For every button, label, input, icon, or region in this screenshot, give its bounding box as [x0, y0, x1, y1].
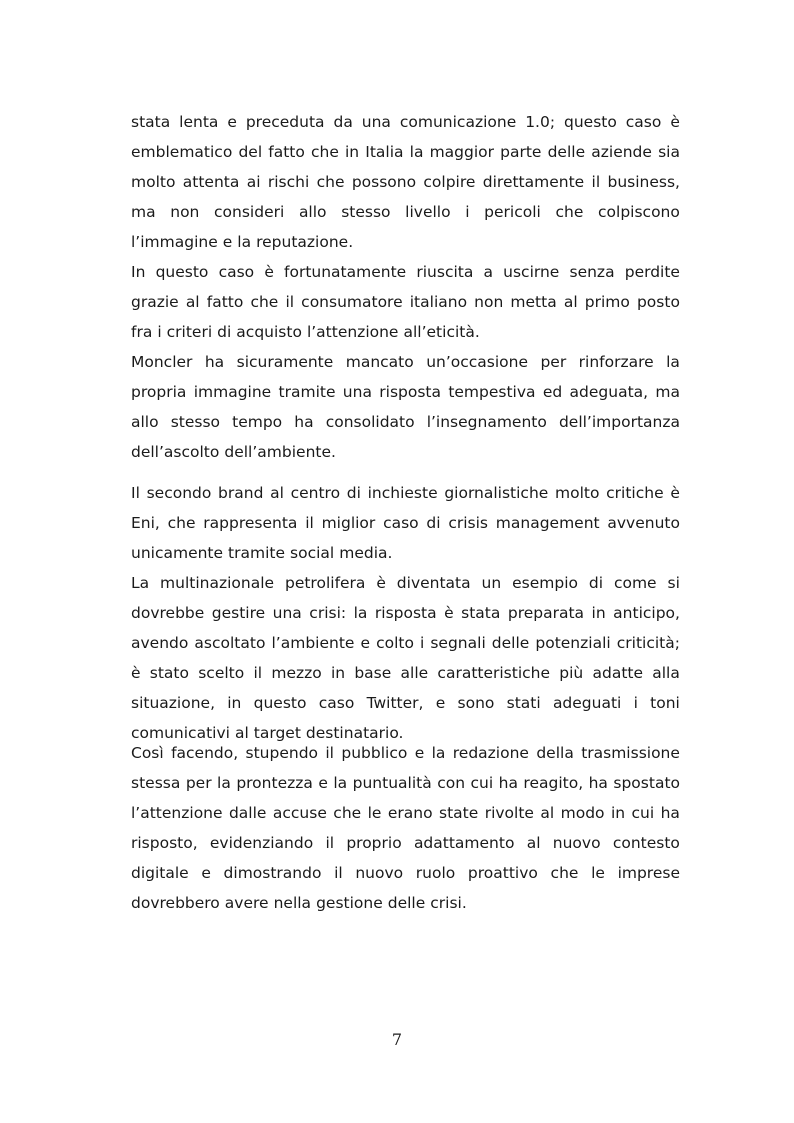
text-line: ma non consideri allo stesso livello i pericoli che colpiscono: [131, 203, 680, 221]
text-line: risposto, evidenziando il proprio adattamento al nuovo contesto: [131, 834, 680, 852]
text-line: digitale e dimostrando il nuovo ruolo proattivo che le imprese: [131, 864, 680, 882]
text-line: avendo ascoltato l’ambiente e colto i segnali delle potenziali criticità;: [131, 634, 680, 652]
text-line: Moncler ha sicuramente mancato un’occasione per rinforzare la: [131, 353, 680, 371]
text-line: è stato scelto il mezzo in base alle caratteristiche più adatte alla: [131, 664, 680, 682]
text-line: comunicativi al target destinatario.: [131, 724, 404, 742]
text-line: Il secondo brand al centro di inchieste giornalistiche molto critiche è: [131, 484, 680, 502]
text-line: allo stesso tempo ha consolidato l’insegnamento dell’importanza: [131, 413, 680, 431]
text-line: l’attenzione dalle accuse che le erano state rivolte al modo in cui ha: [131, 804, 680, 822]
text-line: fra i criteri di acquisto l’attenzione all’eticità.: [131, 323, 480, 341]
text-line: In questo caso è fortunatamente riuscita a uscirne senza perdite: [131, 263, 680, 281]
text-line: emblematico del fatto che in Italia la maggior parte delle aziende sia: [131, 143, 680, 161]
text-line: dovrebbero avere nella gestione delle crisi.: [131, 894, 467, 912]
text-line: stessa per la prontezza e la puntualità con cui ha reagito, ha spostato: [131, 774, 680, 792]
page-number: 7: [391, 1030, 403, 1049]
text-line: dovrebbe gestire una crisi: la risposta è stata preparata in anticipo,: [131, 604, 680, 622]
text-line: propria immagine tramite una risposta tempestiva ed adeguata, ma: [131, 383, 680, 401]
text-line: Così facendo, stupendo il pubblico e la redazione della trasmissione: [131, 744, 680, 762]
text-line: Eni, che rappresenta il miglior caso di crisis management avvenuto: [131, 514, 680, 532]
text-line: molto attenta ai rischi che possono colpire direttamente il business,: [131, 173, 680, 191]
text-line: grazie al fatto che il consumatore italiano non metta al primo posto: [131, 293, 680, 311]
text-line: situazione, in questo caso Twitter, e sono stati adeguati i toni: [131, 694, 680, 712]
text-line: stata lenta e preceduta da una comunicazione 1.0; questo caso è: [131, 113, 680, 131]
text-line: La multinazionale petrolifera è diventata un esempio di come si: [131, 574, 680, 592]
text-line: l’immagine e la reputazione.: [131, 233, 354, 251]
text-line: dell’ascolto dell’ambiente.: [131, 443, 336, 461]
text-line: unicamente tramite social media.: [131, 544, 393, 562]
